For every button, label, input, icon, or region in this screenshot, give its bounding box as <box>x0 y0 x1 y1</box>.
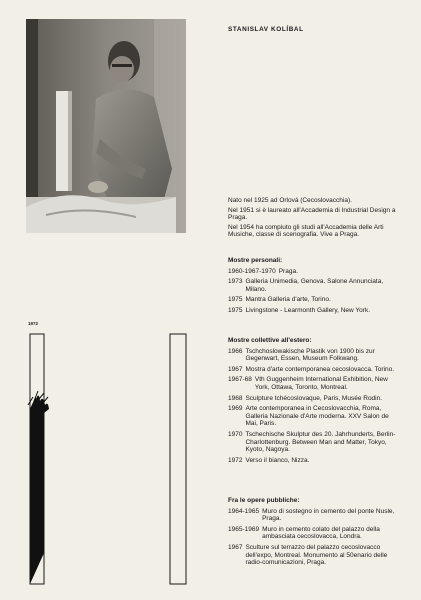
list-item <box>228 405 400 428</box>
entry-text: Mostra d'arte contemporanea cecoslovacca. Torino. <box>245 365 395 373</box>
entry-year: 1967 <box>228 543 243 551</box>
entry-year: 1972 <box>228 456 243 464</box>
entry-year: 1965-1969 <box>228 525 260 533</box>
entry-text: Sculpture tchécoslovaque, Paris, Musée Rodin. <box>245 394 383 402</box>
entry-text: Arte contemporanea in Cecoslovacchia, Roma, Galleria Nazionale d'Arte moderna. XXV Salon de Mai, Paris. <box>245 405 389 428</box>
list-item <box>228 457 400 465</box>
entry-text: Sculture sul terrazzo del palazzo cecoslovacco dell'expo, Montreal. Monumento al 50enario delle radio-comunicazioni, Praga. <box>245 543 388 567</box>
entry-year: 1970 <box>228 430 243 438</box>
list-item <box>228 431 400 454</box>
entry-year: 1975 <box>228 296 243 304</box>
entry-text: Tschchoslowakische Plastik von 1900 bis zur Gegenwart, Essen, Museum Folkwang. <box>245 347 375 363</box>
entry-year: 1967-68 <box>228 376 252 384</box>
entry-year: 1966 <box>228 347 243 355</box>
public-works <box>228 497 400 570</box>
entry-year: 1960-1967-1970 <box>228 267 276 275</box>
section-heading: Fra le opere pubbliche: <box>228 497 300 504</box>
list-item <box>228 268 400 276</box>
bio-paragraph: Nel 1951 si è laureato all'Accademia di Industrial Design a Praga. <box>228 206 396 222</box>
sculpture-drawing <box>26 331 191 591</box>
entry-year: 1967 <box>228 365 243 373</box>
entry-year: 1964-1965 <box>228 507 260 515</box>
artist-photo-graphic <box>26 19 186 233</box>
entry-year: 1968 <box>228 394 243 402</box>
collective-exhibitions <box>228 337 400 467</box>
list-item <box>228 278 400 293</box>
list-item <box>228 395 400 403</box>
artist-photo <box>26 19 186 233</box>
entry-text: Praga. <box>278 267 298 275</box>
bio-paragraph: Nato nel 1925 ad Orlová (Cecoslovacchia). <box>228 197 352 204</box>
entry-text: Tschechische Skulptur des 20. Jahrhunderts, Berlin-Charlottenburg. Between Man and Matter, Tokyo, Kyoto, Nagoya. <box>245 430 396 454</box>
entry-text: Livingstone - Learmonth Gallery, New York. <box>245 306 370 314</box>
list-item <box>228 307 400 315</box>
entry-text: Mantra Galleria d'arte, Torino. <box>245 296 331 304</box>
entry-text: Verso il bianco, Nizza. <box>245 456 310 464</box>
entry-text: Muro di sostegno in cemento del ponte Nusle, Praga. <box>262 507 395 523</box>
list-item <box>228 296 400 304</box>
list-item <box>228 348 400 363</box>
personal-exhibitions <box>228 257 400 318</box>
list-item <box>228 544 400 567</box>
figure-year: 1972 <box>28 321 39 326</box>
section-heading: Mostre personali: <box>228 257 283 264</box>
section-heading: Mostre collettive all'estero: <box>228 337 312 344</box>
list-item <box>228 366 400 374</box>
entry-year: 1969 <box>228 405 243 413</box>
entry-year: 1975 <box>228 306 243 314</box>
list-item <box>228 508 400 523</box>
entry-text: Galleria Unimedia, Genova. Salone Annunciata, Milano. <box>245 278 384 293</box>
entry-year: 1973 <box>228 278 243 286</box>
bio-paragraph: Nel 1954 ha compiuto gli studi all'Accademia delle Arti Musiche, classe di scenografia. Vive a Praga. <box>228 223 384 239</box>
sculpture-drawing-graphic <box>26 331 191 591</box>
list-item <box>228 376 400 391</box>
list-item <box>228 526 400 541</box>
artist-name: STANISLAV KOLÍBAL <box>228 26 304 33</box>
biography <box>228 197 398 241</box>
entry-text: Vth Guggenheim International Exhibition, New York, Ottawa, Toronto, Montreal. <box>254 376 388 391</box>
entry-text: Muro in cemento colato del palazzo della ambasciata cecoslovacca, Londra. <box>262 525 380 541</box>
